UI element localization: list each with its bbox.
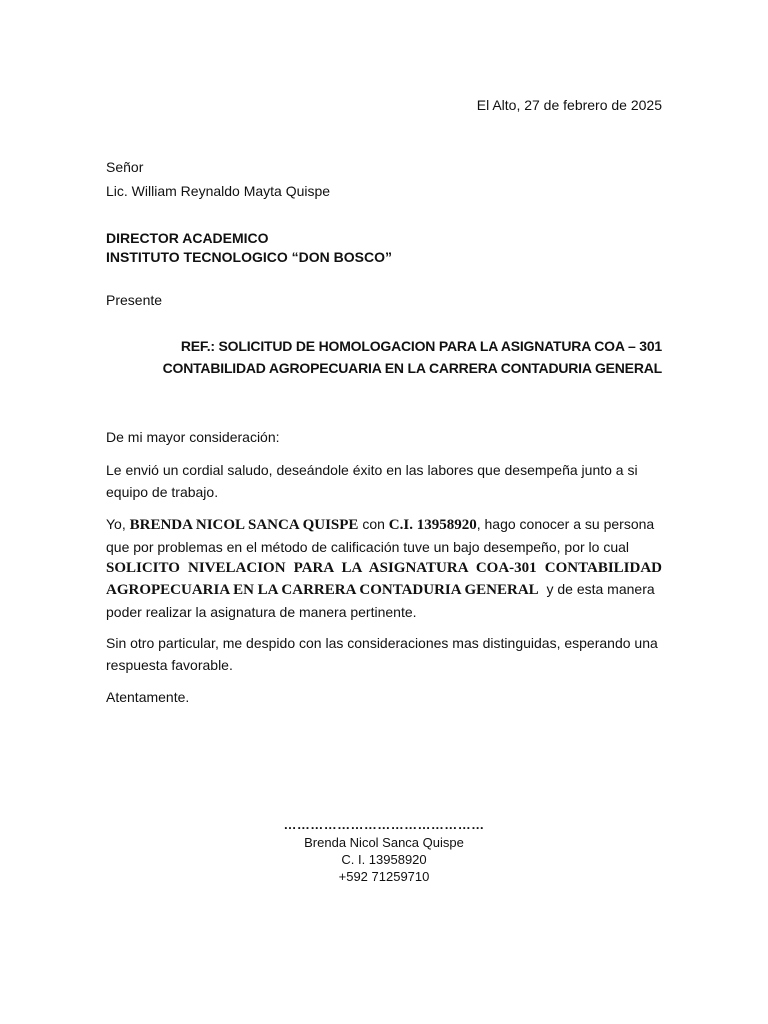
request-text-pertinent: poder realizar la asignatura de manera pertinente. [106,604,417,620]
request-text-manner: y de esta manera [538,581,655,597]
request-subject-line-1: SOLICITO NIVELACION PARA LA ASIGNATURA COA-301 CONTABILIDAD [106,560,662,576]
signature-name: Brenda Nicol Sanca Quispe [304,835,464,850]
request-text-con: con [358,516,389,532]
paragraph-farewell: Sin otro particular, me despido con las consideraciones mas distinguidas, esperando una respuesta favorable. [106,635,658,673]
student-name: BRENDA NICOL SANCA QUISPE [129,517,359,533]
recipient-position: DIRECTOR ACADEMICO [106,230,269,246]
letter-date: El Alto, 27 de febrero de 2025 [476,97,662,113]
recipient-name: Lic. William Reynaldo Mayta Quispe [106,183,331,199]
presente-label: Presente [106,292,163,308]
greeting: De mi mayor consideración: [106,429,280,445]
request-subject-line-2-row [106,579,662,601]
paragraph-request [106,513,662,623]
request-subject-line-2: AGROPECUARIA EN LA CARRERA CONTADURIA GENERAL [106,582,539,598]
paragraph-greeting-wishes: Le envió un cordial saludo, deseándole éxito en las labores que desempeña junto a si equipo de trabajo. [106,462,638,500]
request-text-yo: Yo, [106,516,130,532]
request-text-reason: , hago conocer a su persona que por problemas en el método de calificación tuve un bajo desempeño, por lo cual [106,516,655,555]
student-ci: C.I. 13958920 [388,517,477,533]
signature-line: ……………………………………… [283,817,485,832]
signature-ci: C. I. 13958920 [341,852,427,867]
signature-block [234,816,534,885]
recipient-institution: INSTITUTO TECNOLOGICO “DON BOSCO” [106,249,392,265]
reference-line-2: CONTABILIDAD AGROPECUARIA EN LA CARRERA CONTADURIA GENERAL [162,360,662,376]
reference-line-1: REF.: SOLICITUD DE HOMOLOGACION PARA LA ASIGNATURA COA – 301 [180,338,662,354]
request-intro [106,513,662,558]
signature-phone: +592 71259710 [338,869,430,884]
reference-block [106,335,662,379]
recipient-salutation: Señor [106,159,144,175]
closing: Atentamente. [106,689,190,705]
